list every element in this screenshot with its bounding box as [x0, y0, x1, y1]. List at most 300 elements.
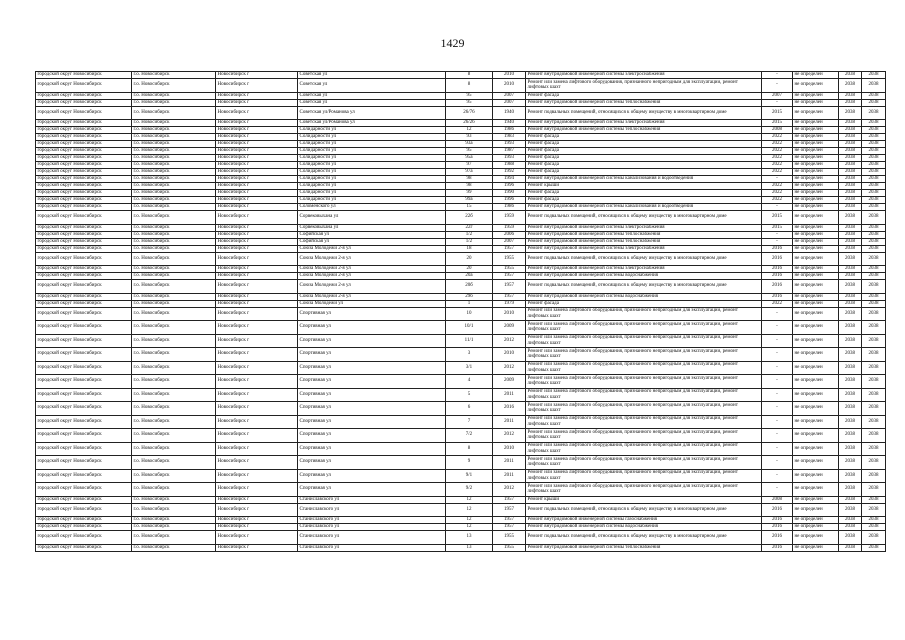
plan-start-cell: 2038 [839, 162, 862, 169]
municipality-cell: городской округ Новосибирск [36, 517, 132, 524]
cost-cell: не определен [793, 531, 839, 545]
district-cell: г.о. Новосибирск [132, 402, 216, 416]
table-row [36, 99, 886, 106]
last-repair-year-cell: 2016 [762, 544, 793, 551]
last-repair-year-cell: - [762, 361, 793, 375]
build-year-cell: 1986 [493, 127, 526, 134]
house-number-cell: 3/1 [446, 361, 493, 375]
build-year-cell: 2011 [493, 415, 526, 429]
cost-cell: не определен [793, 348, 839, 362]
street-cell: Союза Молодежи 2-я ул [298, 252, 446, 266]
street-cell: Станиславского ул [298, 496, 446, 503]
district-cell: г.о. Новосибирск [132, 127, 216, 134]
city-cell: Новосибирск г [216, 375, 298, 389]
last-repair-year-cell: - [762, 429, 793, 443]
house-number-cell: 8 [446, 442, 493, 456]
table-row [36, 402, 886, 416]
table-row [36, 134, 886, 141]
plan-start-cell: 2038 [839, 106, 862, 120]
municipality-cell: городской округ Новосибирск [36, 238, 132, 245]
house-number-cell: 20б [446, 280, 493, 294]
table-row [36, 273, 886, 280]
last-repair-year-cell: 2022 [762, 134, 793, 141]
city-cell: Новосибирск г [216, 524, 298, 531]
house-number-cell: 26/76 [446, 106, 493, 120]
municipality-cell: городской округ Новосибирск [36, 72, 132, 79]
build-year-cell: 1993 [493, 141, 526, 148]
city-cell: Новосибирск г [216, 176, 298, 183]
last-repair-year-cell: - [762, 375, 793, 389]
table-row [36, 127, 886, 134]
municipality-cell: городской округ Новосибирск [36, 134, 132, 141]
street-cell: Станиславского ул [298, 503, 446, 517]
work-type-cell: Ремонт внутридомовой инженерной системы канализования и водоотведения [526, 204, 762, 211]
plan-end-cell: 2038 [862, 252, 886, 266]
work-type-cell: Ремонт фасада [526, 300, 762, 307]
plan-start-cell: 2038 [839, 503, 862, 517]
street-cell: Солидарности ул [298, 162, 446, 169]
street-cell: Спортивная ул [298, 388, 446, 402]
district-cell: г.о. Новосибирск [132, 92, 216, 99]
house-number-cell: 12 [446, 517, 493, 524]
plan-start-cell: 2038 [839, 307, 862, 321]
last-repair-year-cell: 2016 [762, 280, 793, 294]
street-cell: Союза Молодежи 2-я ул [298, 280, 446, 294]
street-cell: Советская ул [298, 72, 446, 79]
last-repair-year-cell: 2022 [762, 141, 793, 148]
cost-cell: не определен [793, 106, 839, 120]
plan-end-cell: 2038 [862, 402, 886, 416]
street-cell: Спортивная ул [298, 456, 446, 470]
district-cell: г.о. Новосибирск [132, 496, 216, 503]
last-repair-year-cell: 2016 [762, 293, 793, 300]
city-cell: Новосибирск г [216, 321, 298, 335]
cost-cell: не определен [793, 266, 839, 273]
city-cell: Новосибирск г [216, 300, 298, 307]
work-type-cell: Ремонт или замена лифтового оборудования, признанного непригодным для эксплуатации, ремонт лифтовых шахт [526, 429, 762, 443]
last-repair-year-cell: 2008 [762, 127, 793, 134]
house-number-cell: 10 [446, 307, 493, 321]
plan-start-cell: 2038 [839, 402, 862, 416]
district-cell: г.о. Новосибирск [132, 169, 216, 176]
work-type-cell: Ремонт внутридомовой инженерной системы электроснабжения [526, 266, 762, 273]
street-cell: Спортивная ул [298, 483, 446, 497]
plan-end-cell: 2038 [862, 141, 886, 148]
plan-start-cell: 2038 [839, 155, 862, 162]
street-cell: Станиславского ул [298, 517, 446, 524]
city-cell: Новосибирск г [216, 79, 298, 93]
plan-end-cell: 2038 [862, 469, 886, 483]
cost-cell: не определен [793, 72, 839, 79]
cost-cell: не определен [793, 245, 839, 252]
street-cell: Соломенского ул [298, 204, 446, 211]
cost-cell: не определен [793, 280, 839, 294]
plan-start-cell: 2038 [839, 211, 862, 225]
municipality-cell: городской округ Новосибирск [36, 106, 132, 120]
house-number-cell: 12 [446, 524, 493, 531]
last-repair-year-cell: 2016 [762, 266, 793, 273]
table-row [36, 79, 886, 93]
table-row [36, 361, 886, 375]
table-row [36, 524, 886, 531]
city-cell: Новосибирск г [216, 245, 298, 252]
district-cell: г.о. Новосибирск [132, 469, 216, 483]
street-cell: Советская ул [298, 79, 446, 93]
municipality-cell: городской округ Новосибирск [36, 273, 132, 280]
street-cell: Сорвековыхана ул [298, 211, 446, 225]
page-number: 1429 [440, 36, 465, 50]
plan-start-cell: 2038 [839, 231, 862, 238]
house-number-cell: 99 [446, 190, 493, 197]
plan-end-cell: 2038 [862, 517, 886, 524]
house-number-cell: 9/2 [446, 483, 493, 497]
street-cell: Солидарности ул [298, 148, 446, 155]
work-type-cell: Ремонт крыши [526, 496, 762, 503]
table-row [36, 415, 886, 429]
table-row [36, 266, 886, 273]
plan-end-cell: 2038 [862, 300, 886, 307]
last-repair-year-cell: - [762, 99, 793, 106]
house-number-cell: 93 [446, 134, 493, 141]
district-cell: г.о. Новосибирск [132, 517, 216, 524]
cost-cell: не определен [793, 127, 839, 134]
plan-end-cell: 2038 [862, 496, 886, 503]
municipality-cell: городской округ Новосибирск [36, 155, 132, 162]
city-cell: Новосибирск г [216, 238, 298, 245]
district-cell: г.о. Новосибирск [132, 456, 216, 470]
last-repair-year-cell: - [762, 442, 793, 456]
plan-start-cell: 2038 [839, 127, 862, 134]
build-year-cell: 2011 [493, 456, 526, 470]
plan-end-cell: 2038 [862, 92, 886, 99]
plan-end-cell: 2038 [862, 524, 886, 531]
build-year-cell: 1957 [493, 517, 526, 524]
district-cell: г.о. Новосибирск [132, 106, 216, 120]
plan-start-cell: 2038 [839, 348, 862, 362]
build-year-cell: 1957 [493, 293, 526, 300]
plan-start-cell: 2038 [839, 238, 862, 245]
district-cell: г.о. Новосибирск [132, 280, 216, 294]
table-row [36, 148, 886, 155]
table-row [36, 293, 886, 300]
plan-start-cell: 2038 [839, 120, 862, 127]
last-repair-year-cell: 2016 [762, 503, 793, 517]
district-cell: г.о. Новосибирск [132, 531, 216, 545]
street-cell: Спортивная ул [298, 348, 446, 362]
work-type-cell: Ремонт или замена лифтового оборудования, признанного непригодным для эксплуатации, ремонт лифтовых шахт [526, 388, 762, 402]
cost-cell: не определен [793, 120, 839, 127]
municipality-cell: городской округ Новосибирск [36, 197, 132, 204]
municipality-cell: городской округ Новосибирск [36, 483, 132, 497]
table-row [36, 72, 886, 79]
plan-start-cell: 2038 [839, 531, 862, 545]
district-cell: г.о. Новосибирск [132, 483, 216, 497]
district-cell: г.о. Новосибирск [132, 148, 216, 155]
municipality-cell: городской округ Новосибирск [36, 204, 132, 211]
street-cell: Союза Молодежи 2-я ул [298, 273, 446, 280]
last-repair-year-cell: 2015 [762, 120, 793, 127]
plan-start-cell: 2038 [839, 388, 862, 402]
build-year-cell: 1957 [493, 273, 526, 280]
plan-start-cell: 2038 [839, 524, 862, 531]
municipality-cell: городской округ Новосибирск [36, 176, 132, 183]
last-repair-year-cell: 2016 [762, 531, 793, 545]
city-cell: Новосибирск г [216, 544, 298, 551]
work-type-cell: Ремонт или замена лифтового оборудования, признанного непригодным для эксплуатации, ремонт лифтовых шахт [526, 361, 762, 375]
street-cell: Солидарности ул [298, 190, 446, 197]
cost-cell: не определен [793, 197, 839, 204]
last-repair-year-cell: - [762, 415, 793, 429]
table-row [36, 503, 886, 517]
city-cell: Новосибирск г [216, 402, 298, 416]
last-repair-year-cell: 2016 [762, 517, 793, 524]
district-cell: г.о. Новосибирск [132, 120, 216, 127]
city-cell: Новосибирск г [216, 280, 298, 294]
work-type-cell: Ремонт внутридомовой инженерной системы водоснабжения [526, 273, 762, 280]
plan-start-cell: 2038 [839, 375, 862, 389]
work-type-cell: Ремонт или замена лифтового оборудования, признанного непригодным для эксплуатации, ремонт лифтовых шахт [526, 469, 762, 483]
plan-end-cell: 2038 [862, 120, 886, 127]
work-type-cell: Ремонт внутридомовой инженерной системы теплоснабжения [526, 99, 762, 106]
work-type-cell: Ремонт подвальных помещений, относящихся к общему имуществу в многоквартирном доме [526, 211, 762, 225]
city-cell: Новосибирск г [216, 273, 298, 280]
last-repair-year-cell: 2015 [762, 106, 793, 120]
plan-start-cell: 2038 [839, 190, 862, 197]
build-year-cell: 1957 [493, 245, 526, 252]
street-cell: Станиславского ул [298, 524, 446, 531]
cost-cell: не определен [793, 483, 839, 497]
build-year-cell: 1955 [493, 252, 526, 266]
municipality-cell: городской округ Новосибирск [36, 456, 132, 470]
plan-start-cell: 2038 [839, 266, 862, 273]
last-repair-year-cell: 2016 [762, 273, 793, 280]
plan-start-cell: 2038 [839, 72, 862, 79]
last-repair-year-cell: - [762, 238, 793, 245]
house-number-cell: 7/2 [446, 429, 493, 443]
build-year-cell: 1955 [493, 544, 526, 551]
city-cell: Новосибирск г [216, 456, 298, 470]
work-type-cell: Ремонт внутридомовой инженерной системы газоснабжения [526, 517, 762, 524]
plan-end-cell: 2038 [862, 361, 886, 375]
house-number-cell: 1/2 [446, 231, 493, 238]
city-cell: Новосибирск г [216, 99, 298, 106]
house-number-cell: 10/1 [446, 321, 493, 335]
district-cell: г.о. Новосибирск [132, 273, 216, 280]
build-year-cell: 1987 [493, 148, 526, 155]
table-row [36, 197, 886, 204]
cost-cell: не определен [793, 99, 839, 106]
cost-cell: не определен [793, 469, 839, 483]
city-cell: Новосибирск г [216, 517, 298, 524]
municipality-cell: городской округ Новосибирск [36, 79, 132, 93]
cost-cell: не определен [793, 169, 839, 176]
plan-start-cell: 2038 [839, 456, 862, 470]
municipality-cell: городской округ Новосибирск [36, 280, 132, 294]
street-cell: Солидарности ул [298, 134, 446, 141]
cost-cell: не определен [793, 456, 839, 470]
work-type-cell: Ремонт внутридомовой инженерной системы теплоснабжения [526, 231, 762, 238]
plan-start-cell: 2038 [839, 245, 862, 252]
table-row [36, 531, 886, 545]
table-row [36, 442, 886, 456]
street-cell: Союза Молодежи 2-я ул [298, 293, 446, 300]
plan-end-cell: 2038 [862, 307, 886, 321]
cost-cell: не определен [793, 375, 839, 389]
city-cell: Новосибирск г [216, 197, 298, 204]
city-cell: Новосибирск г [216, 483, 298, 497]
work-type-cell: Ремонт подвальных помещений, относящихся к общему имуществу в многоквартирном доме [526, 106, 762, 120]
build-year-cell: 2009 [493, 321, 526, 335]
city-cell: Новосибирск г [216, 429, 298, 443]
municipality-cell: городской округ Новосибирск [36, 321, 132, 335]
plan-end-cell: 2038 [862, 224, 886, 231]
cost-cell: не определен [793, 148, 839, 155]
municipality-cell: городской округ Новосибирск [36, 375, 132, 389]
cost-cell: не определен [793, 155, 839, 162]
cost-cell: не определен [793, 273, 839, 280]
build-year-cell: 2010 [493, 307, 526, 321]
work-type-cell: Ремонт внутридомовой инженерной системы электроснабжения [526, 224, 762, 231]
last-repair-year-cell: - [762, 307, 793, 321]
plan-end-cell: 2038 [862, 388, 886, 402]
plan-start-cell: 2038 [839, 141, 862, 148]
municipality-cell: городской округ Новосибирск [36, 307, 132, 321]
city-cell: Новосибирск г [216, 134, 298, 141]
build-year-cell: 1990 [493, 190, 526, 197]
district-cell: г.о. Новосибирск [132, 197, 216, 204]
table-row [36, 176, 886, 183]
city-cell: Новосибирск г [216, 72, 298, 79]
last-repair-year-cell: 2022 [762, 148, 793, 155]
city-cell: Новосибирск г [216, 415, 298, 429]
municipality-cell: городской округ Новосибирск [36, 402, 132, 416]
city-cell: Новосибирск г [216, 348, 298, 362]
cost-cell: не определен [793, 204, 839, 211]
plan-end-cell: 2038 [862, 375, 886, 389]
work-type-cell: Ремонт фасада [526, 141, 762, 148]
city-cell: Новосибирск г [216, 266, 298, 273]
last-repair-year-cell: 2022 [762, 162, 793, 169]
municipality-cell: городской округ Новосибирск [36, 231, 132, 238]
plan-end-cell: 2038 [862, 79, 886, 93]
work-type-cell: Ремонт внутридомовой инженерной системы водоснабжения [526, 524, 762, 531]
last-repair-year-cell: 2016 [762, 524, 793, 531]
street-cell: Спортивная ул [298, 361, 446, 375]
work-type-cell: Ремонт подвальных помещений, относящихся к общему имуществу в многоквартирном доме [526, 531, 762, 545]
district-cell: г.о. Новосибирск [132, 348, 216, 362]
plan-start-cell: 2038 [839, 252, 862, 266]
house-number-cell: 8 [446, 79, 493, 93]
house-number-cell: 98 [446, 176, 493, 183]
build-year-cell: 2006 [493, 231, 526, 238]
table-row [36, 388, 886, 402]
street-cell: Спортивная ул [298, 321, 446, 335]
plan-start-cell: 2038 [839, 483, 862, 497]
district-cell: г.о. Новосибирск [132, 176, 216, 183]
plan-end-cell: 2038 [862, 169, 886, 176]
house-number-cell: 95 [446, 92, 493, 99]
cost-cell: не определен [793, 293, 839, 300]
plan-start-cell: 2038 [839, 224, 862, 231]
last-repair-year-cell: 2022 [762, 183, 793, 190]
build-year-cell: 2012 [493, 483, 526, 497]
street-cell: Советская ул [298, 92, 446, 99]
house-number-cell: 93а [446, 141, 493, 148]
city-cell: Новосибирск г [216, 469, 298, 483]
city-cell: Новосибирск г [216, 252, 298, 266]
city-cell: Новосибирск г [216, 162, 298, 169]
build-year-cell: 1993 [493, 155, 526, 162]
work-type-cell: Ремонт или замена лифтового оборудования, признанного непригодным для эксплуатации, ремонт лифтовых шахт [526, 402, 762, 416]
city-cell: Новосибирск г [216, 388, 298, 402]
table-row [36, 238, 886, 245]
last-repair-year-cell: 2007 [762, 92, 793, 99]
plan-end-cell: 2038 [862, 162, 886, 169]
table-row [36, 517, 886, 524]
municipality-cell: городской округ Новосибирск [36, 141, 132, 148]
cost-cell: не определен [793, 92, 839, 99]
house-number-cell: 98 [446, 183, 493, 190]
city-cell: Новосибирск г [216, 231, 298, 238]
last-repair-year-cell: 2016 [762, 245, 793, 252]
work-type-cell: Ремонт внутридомовой инженерной системы теплоснабжения [526, 127, 762, 134]
house-number-cell: 7 [446, 415, 493, 429]
city-cell: Новосибирск г [216, 190, 298, 197]
city-cell: Новосибирск г [216, 307, 298, 321]
street-cell: Солидарности ул [298, 141, 446, 148]
house-number-cell: 3 [446, 348, 493, 362]
district-cell: г.о. Новосибирск [132, 375, 216, 389]
plan-end-cell: 2038 [862, 348, 886, 362]
table-row [36, 162, 886, 169]
table-row [36, 120, 886, 127]
plan-start-cell: 2038 [839, 496, 862, 503]
build-year-cell: 1959 [493, 211, 526, 225]
work-type-cell: Ремонт или замена лифтового оборудования, признанного непригодным для эксплуатации, ремонт лифтовых шахт [526, 483, 762, 497]
municipality-cell: городской округ Новосибирск [36, 300, 132, 307]
last-repair-year-cell: 2015 [762, 211, 793, 225]
build-year-cell: 1994 [493, 176, 526, 183]
city-cell: Новосибирск г [216, 531, 298, 545]
district-cell: г.о. Новосибирск [132, 231, 216, 238]
build-year-cell: 2010 [493, 79, 526, 93]
city-cell: Новосибирск г [216, 204, 298, 211]
cost-cell: не определен [793, 162, 839, 169]
plan-end-cell: 2038 [862, 134, 886, 141]
city-cell: Новосибирск г [216, 503, 298, 517]
municipality-cell: городской округ Новосибирск [36, 252, 132, 266]
municipality-cell: городской округ Новосибирск [36, 469, 132, 483]
municipality-cell: городской округ Новосибирск [36, 245, 132, 252]
municipality-cell: городской округ Новосибирск [36, 524, 132, 531]
district-cell: г.о. Новосибирск [132, 334, 216, 348]
district-cell: г.о. Новосибирск [132, 141, 216, 148]
table-row [36, 190, 886, 197]
cost-cell: не определен [793, 415, 839, 429]
street-cell: Софийская ул [298, 238, 446, 245]
table-row [36, 300, 886, 307]
district-cell: г.о. Новосибирск [132, 442, 216, 456]
last-repair-year-cell: 2022 [762, 197, 793, 204]
plan-end-cell: 2038 [862, 148, 886, 155]
plan-start-cell: 2038 [839, 415, 862, 429]
build-year-cell: 2009 [493, 375, 526, 389]
house-number-cell: 20а [446, 273, 493, 280]
municipality-cell: городской округ Новосибирск [36, 162, 132, 169]
table-row [36, 204, 886, 211]
work-type-cell: Ремонт внутридомовой инженерной системы электроснабжения [526, 120, 762, 127]
table-row [36, 429, 886, 443]
